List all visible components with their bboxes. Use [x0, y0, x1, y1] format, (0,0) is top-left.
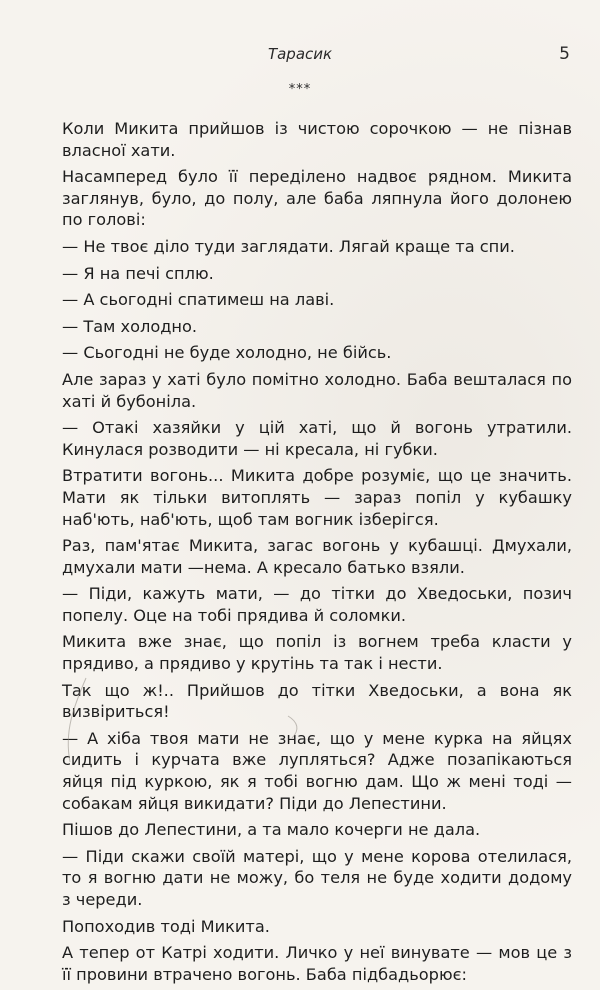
paragraph: — Піди, кажуть мати, — до тітки до Хведоськи, позич попелу. Оце на тобі прядива й соломки. — [62, 584, 572, 625]
paragraph: Раз, пам'ятає Микита, загас вогонь у кубашці. Дмухали, дмухали мати —нема. А кресало батько взяли. — [62, 536, 572, 577]
paragraph: Втратити вогонь... Микита добре розуміє, що це значить. Мати як тільки витоплять — зараз попіл у кубашку наб'ють, наб'ють, щоб там вогник ізберігся. — [62, 466, 572, 529]
paragraph: Але зараз у хаті було помітно холодно. Баба вешталася по хаті й бубоніла. — [62, 369, 572, 411]
paragraph: Попоходив тоді Микита. — [62, 916, 270, 936]
paragraph: — А сьогодні спатимеш на лаві. — [62, 290, 335, 310]
paragraph: — Піди скажи своїй матері, що у мене корова отелилася, то я вогню дати не можу, бо теля не буде ходити додому з череди. — [62, 846, 572, 909]
paragraph: Так що ж!.. Прийшов до тітки Хведоськи, а вона як визвіриться! — [62, 680, 572, 722]
section-separator: *** — [288, 82, 312, 97]
paragraph: — Я на печі сплю. — [62, 263, 214, 283]
paragraph: — А хіба твоя мати не знає, що у мене курка на яйцях сидить і курчата вже лупляться? Адже позапікаються яйця під куркою, як я тобі вогню дам. Що ж мені тоді — собакам яйця викидати? Піди до Лепестини. — [62, 728, 572, 813]
running-title: Тарасик — [267, 45, 333, 63]
paragraph: А тепер от Катрі ходити. Личко у неї винувате — мов це з її провини втрачено вогонь. Баба підбадьорює: — [62, 943, 572, 984]
body-text — [62, 118, 572, 990]
paragraph: Коли Микита прийшов із чистою сорочкою — не пізнав власної хати. — [62, 119, 572, 160]
paragraph: Микита вже знає, що попіл із вогнем треба класти у прядиво, а прядиво у крутінь та так і нести. — [62, 632, 572, 674]
paragraph: — Там холодно. — [62, 316, 198, 336]
paragraph: Пішов до Лепестини, а та мало кочерги не дала. — [62, 820, 481, 840]
running-head — [0, 44, 600, 66]
paragraph: — Отакі хазяйки у цій хаті, що й вогонь утратили. Кинулася розводити — ні кресала, ні губки. — [62, 418, 572, 459]
paragraph: — Сьогодні не буде холодно, не бійсь. — [62, 343, 392, 363]
page-number: 5 — [559, 44, 570, 64]
paragraph: — Не твоє діло туди заглядати. Лягай краще та спи. — [62, 236, 515, 256]
paragraph: Насамперед було її переділено надвоє рядном. Микита заглянув, було, до полу, але баба ляпнула його долонею по голові: — [62, 167, 572, 230]
